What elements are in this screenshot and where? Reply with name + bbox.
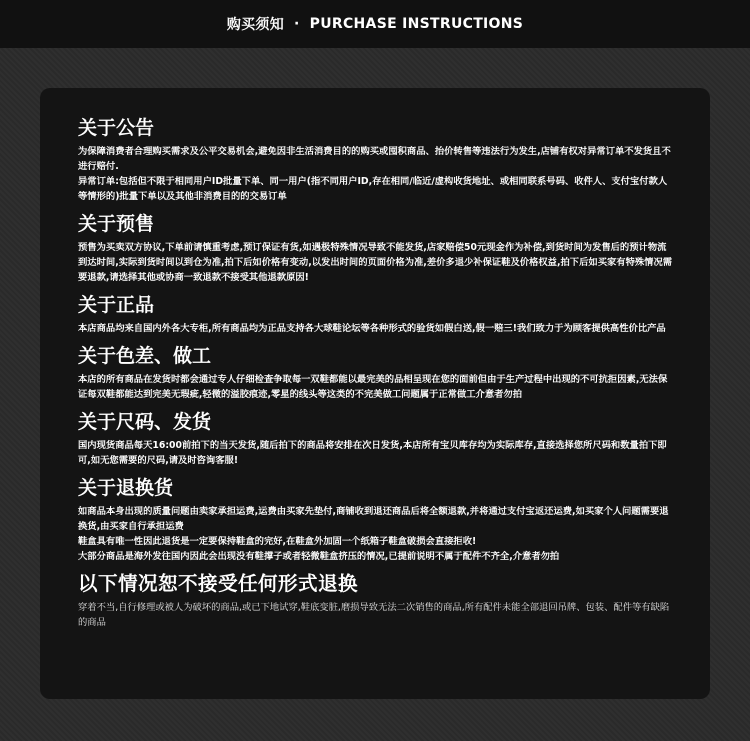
section-color-workmanship xyxy=(78,344,674,402)
section-body xyxy=(78,321,674,336)
section-size-shipping xyxy=(78,410,674,468)
header-bar xyxy=(0,0,750,48)
section-title: 关于退换货 xyxy=(78,477,174,499)
section-paragraph: 本店商品均来自国内外各大专柜,所有商品均为正品支持各大球鞋论坛等各种形式的验货如假白送,假一赔三!我们致力于为顾客提供高性价比产品 xyxy=(78,323,666,334)
section-paragraph: 大部分商品是海外发往国内因此会出现没有鞋撑子或者轻微鞋盒挤压的情况,已提前说明不属于配件不齐全,介意者勿拍 xyxy=(78,551,560,562)
section-paragraph: 如商品本身出现的质量问题由卖家承担运费,运费由买家先垫付,商铺收到退还商品后将全额退款,并将通过支付宝返还运费,如买家个人问题需要退换货,由买家自行承担运费 xyxy=(78,506,669,532)
section-title: 关于尺码、发货 xyxy=(78,411,212,433)
section-title: 以下情况恕不接受任何形式退换 xyxy=(78,572,359,595)
section-body xyxy=(78,144,674,204)
section-body xyxy=(78,438,674,468)
section-paragraph: 为保障消费者合理购买需求及公平交易机会,避免因非生活消费目的的购买或囤积商品、抬价转售等违法行为发生,店铺有权对异常订单不发货且不进行赔付. xyxy=(78,146,671,172)
section-title: 关于公告 xyxy=(78,117,155,139)
section-body xyxy=(78,240,674,285)
section-no-returns xyxy=(78,572,674,630)
section-body xyxy=(78,504,674,564)
section-title: 关于预售 xyxy=(78,213,155,235)
header-title-en: PURCHASE INSTRUCTIONS xyxy=(309,16,524,32)
section-paragraph: 本店的所有商品在发货时都会通过专人仔细检查争取每一双鞋都能以最完美的品相呈现在您的面前但由于生产过程中出现的不可抗拒因素,无法保证每双鞋都能达到完美无瑕疵,轻微的溢胶痕迹,零星的线头等这类的不完美做工问题属于正常做工介意者勿拍 xyxy=(78,374,668,400)
header-separator: · xyxy=(294,16,300,32)
section-paragraph: 鞋盒具有唯一性因此退货是一定要保持鞋盒的完好,在鞋盒外加固一个纸箱子鞋盒破损会直接拒收! xyxy=(78,536,477,547)
section-paragraph: 预售为买卖双方协议,下单前请慎重考虑,预订保证有货,如遇极特殊情况导致不能发货,店家赔偿50元现金作为补偿,到货时间为发售后的预计物流到达时间,实际到货时间以到仓为准,拍下后如价格有变动,以发出时间的页面价格为准,差价多退少补保证鞋及价格权益,拍下后如买家有特殊情况需要退款,请选择其他或协商一致退款不接受其他退款原因! xyxy=(78,242,673,283)
section-paragraph: 国内现货商品每天16:00前拍下的当天发货,随后拍下的商品将安排在次日发货,本店所有宝贝库存均为实际库存,直接选择您所尺码和数量拍下即可,如无您需要的尺码,请及时咨询客服! xyxy=(78,440,667,466)
section-title: 关于色差、做工 xyxy=(78,345,212,367)
section-announcement xyxy=(78,116,674,204)
section-title: 关于正品 xyxy=(78,294,155,316)
section-body xyxy=(78,372,674,402)
header-title-cn: 购买须知 xyxy=(226,17,285,33)
instructions-panel xyxy=(40,88,710,699)
section-presale xyxy=(78,212,674,285)
section-returns xyxy=(78,476,674,564)
section-paragraph: 穿着不当,自行修理或被人为破坏的商品,或已下地试穿,鞋底变脏,磨损导致无法二次销售的商品,所有配件未能全部退回吊牌、包装、配件等有缺陷的商品 xyxy=(78,602,670,628)
section-body xyxy=(78,600,674,630)
section-authentic xyxy=(78,293,674,336)
section-paragraph: 异常订单:包括但不限于相同用户ID批量下单、同一用户(指不同用户ID,存在相同/临近/虚构收货地址、或相同联系号码、收件人、支付宝付款人等情形的)批量下单以及其他非消费目的的交易订单 xyxy=(78,176,668,202)
